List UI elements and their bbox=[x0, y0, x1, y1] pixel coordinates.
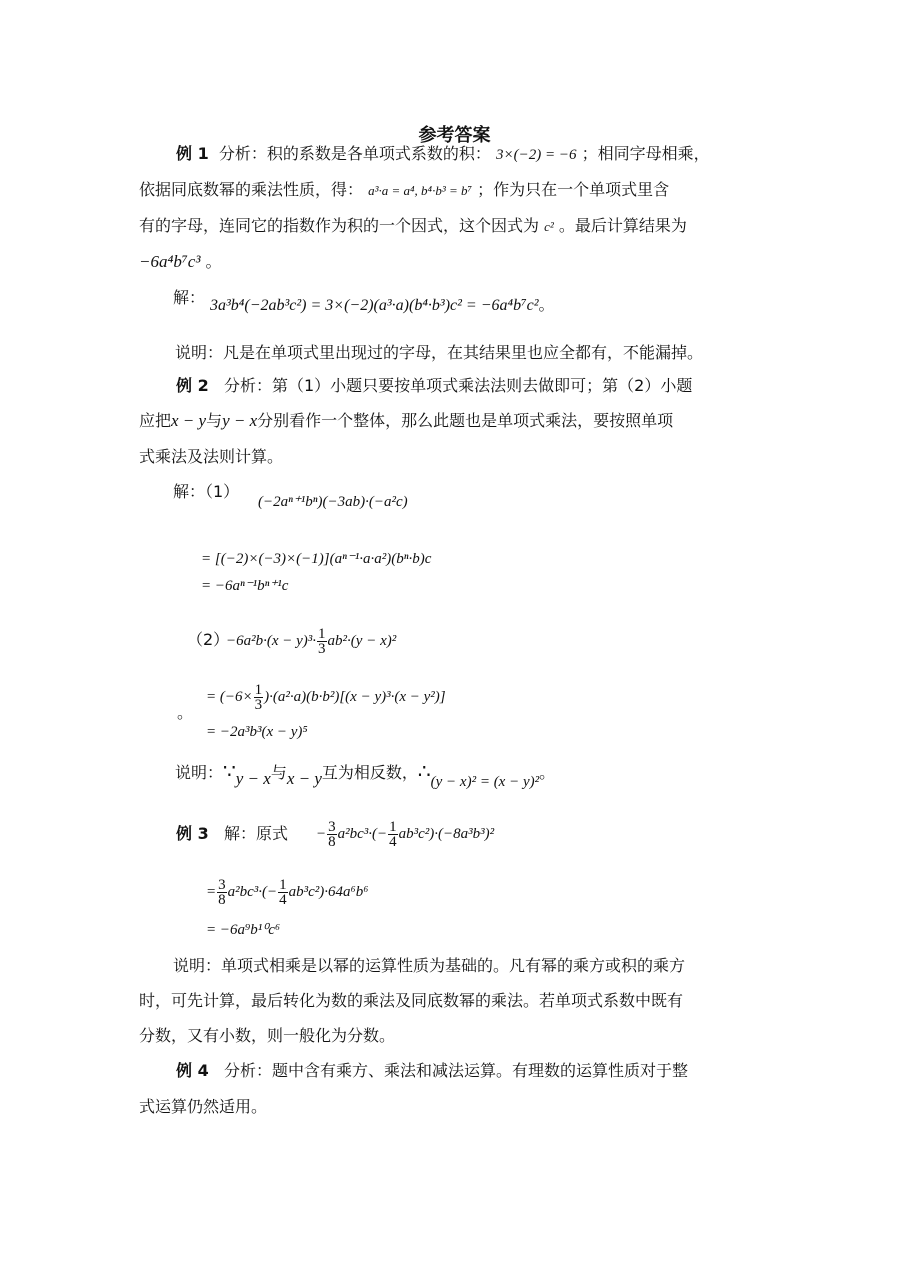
ex2-p1-formula: (−2aⁿ⁺¹bⁿ)(−3ab)·(−a²c) bbox=[258, 494, 408, 510]
ex3-frac1-den: 8 bbox=[328, 834, 336, 851]
ex2-dot-mark: 。 bbox=[177, 703, 194, 722]
ex3-s1-part-c: ab³c²)·64a⁶b⁶ bbox=[288, 884, 369, 900]
ex2-p2-step1-a: = (−6× bbox=[206, 689, 253, 705]
ex2-p2-formula bbox=[226, 624, 396, 658]
ex1-note: 说明：凡是在单项式里出现过的字母，在其结果里也应全都有，不能漏掉。 bbox=[175, 343, 704, 362]
ex2-p1-step1: = [(−2)×(−3)×(−1)](aⁿ⁻¹·a·a²)(bⁿ·b)c bbox=[201, 551, 432, 567]
ex1-line3-text: 有的字母，连同它的指数作为积的一个因式，这个因式为 bbox=[139, 216, 540, 235]
ex1-line3-suffix: 。最后计算结果为 bbox=[558, 216, 687, 235]
ex2-p2-part-a: −6a²b·(x − y)³· bbox=[226, 633, 317, 649]
ex3-s1-frac2 bbox=[278, 878, 288, 907]
ex3-note-line3: 分数，又有小数，则一般化为分数。 bbox=[139, 1026, 396, 1045]
ex3-header bbox=[176, 824, 288, 844]
ex2-line1-text: 分析：第（1）小题只要按单项式乘法法则去做即可；第（2）小题 bbox=[223, 376, 693, 395]
ex1-c2-formula: c² bbox=[544, 219, 554, 234]
ex3-s1-part-b: a²bc³·(− bbox=[227, 884, 278, 900]
ex1-solve-label: 解： bbox=[173, 288, 206, 307]
ex1-solution-formula bbox=[210, 296, 555, 316]
ex2-p2-frac-num: 1 bbox=[318, 626, 326, 643]
ex2-line1 bbox=[176, 376, 692, 396]
ex2-p2-part-b: ab²·(y − x)² bbox=[327, 633, 397, 649]
ex3-note-line1: 说明：单项式相乘是以幂的运算性质为基础的。凡有幂的乘方或积的乘方 bbox=[173, 956, 686, 975]
page-title: 参考答案 bbox=[418, 125, 491, 146]
ex2-line2-mid: 与 bbox=[206, 411, 223, 430]
ex2-note-yx: y − x bbox=[235, 769, 271, 788]
ex2-note-mid: 与 bbox=[270, 763, 287, 782]
ex1-analysis-text: 分析：积的系数是各单项式系数的积： bbox=[218, 144, 491, 163]
ex2-p1-step2: = −6aⁿ⁻¹bⁿ⁺¹c bbox=[201, 578, 289, 594]
ex1-powers-formula: a³·a = a⁴, b⁴·b³ = b⁷ bbox=[368, 183, 473, 198]
ex2-line2-prefix: 应把 bbox=[139, 411, 172, 430]
ex1-line1 bbox=[176, 144, 710, 165]
ex4-label: 例 4 bbox=[176, 1061, 209, 1080]
ex2-line3: 式乘法及法则计算。 bbox=[139, 447, 284, 466]
ex3-s1-frac2-num: 1 bbox=[279, 877, 287, 894]
ex1-coef-formula: 3×(−2) = −6 bbox=[496, 147, 577, 163]
ex2-p2-frac-den: 3 bbox=[318, 641, 326, 658]
ex1-label: 例 1 bbox=[176, 144, 209, 163]
because-symbol: ∵ bbox=[223, 759, 236, 783]
ex3-frac1-num: 3 bbox=[328, 819, 336, 836]
ex2-p2-step2: = −2a³b³(x − y)⁵ bbox=[206, 724, 308, 740]
ex3-part-b: a²bc³·(− bbox=[337, 826, 388, 842]
ex4-line1 bbox=[176, 1061, 688, 1081]
ex4-line2: 式运算仍然适用。 bbox=[139, 1097, 268, 1116]
ex2-p2-step1-b: )·(a²·a)(b·b²)[(x − y)³·(x − y²)] bbox=[264, 689, 446, 705]
ex1-solution-end: 。 bbox=[538, 297, 555, 314]
ex1-line3 bbox=[139, 216, 687, 237]
ex2-note-equation: (y − x)² = (x − y)² bbox=[430, 774, 540, 790]
ex2-p2-step1-fraction bbox=[254, 683, 264, 712]
ex2-label: 例 2 bbox=[176, 376, 209, 395]
ex1-line2-text: 依据同底数幂的乘法性质，得： bbox=[139, 180, 364, 199]
ex1-line4-suffix: 。 bbox=[205, 252, 222, 271]
ex3-s1-frac2-den: 4 bbox=[279, 892, 287, 909]
ex3-frac2-num: 1 bbox=[389, 819, 397, 836]
ex3-s1-eq: = bbox=[206, 884, 217, 900]
ex2-line2 bbox=[139, 411, 673, 431]
ex2-xy-formula: x − y bbox=[171, 411, 207, 430]
ex3-note-line2: 时，可先计算，最后转化为数的乘法及同底数幂的乘法。若单项式系数中既有 bbox=[139, 991, 684, 1010]
ex3-frac2-den: 4 bbox=[389, 834, 397, 851]
ex3-formula bbox=[316, 816, 494, 852]
ex3-s1-frac1-den: 8 bbox=[218, 892, 226, 909]
ex2-note bbox=[175, 761, 555, 792]
ex2-p2-step1-frac-den: 3 bbox=[254, 697, 263, 714]
ex3-s1-frac1-num: 3 bbox=[218, 877, 226, 894]
ex3-label: 例 3 bbox=[176, 824, 209, 843]
ex3-frac1 bbox=[327, 820, 337, 849]
ex3-step1 bbox=[206, 874, 368, 910]
ex3-s1-frac1 bbox=[217, 878, 227, 907]
ex2-note-prefix: 说明： bbox=[175, 763, 224, 782]
ex1-line4 bbox=[139, 252, 222, 272]
ex2-yx-formula: y − x bbox=[222, 411, 258, 430]
ex2-p2-step1-frac-num: 1 bbox=[254, 682, 263, 699]
ex2-note-end: 。 bbox=[539, 763, 556, 782]
ex2-p2-label: （2） bbox=[187, 630, 230, 649]
ex2-note-xy: x − y bbox=[286, 769, 322, 788]
ex2-line2-suffix: 分别看作一个整体，那么此题也是单项式乘法，要按照单项 bbox=[257, 411, 674, 430]
ex2-solve-label: 解：（1） bbox=[173, 482, 240, 501]
ex4-line1-text: 分析：题中含有乘方、乘法和减法运算。有理数的运算性质对于整 bbox=[223, 1061, 688, 1080]
ex1-line2-suffix: ；作为只在一个单项式里含 bbox=[477, 180, 670, 199]
ex3-part-c: ab³c²)·(−8a³b³)² bbox=[398, 826, 495, 842]
ex3-step2: = −6a⁹b¹⁰c⁶ bbox=[206, 922, 281, 938]
ex2-p2-fraction bbox=[317, 627, 327, 656]
ex2-note-mid2: 互为相反数， bbox=[321, 763, 418, 782]
therefore-symbol: ∴ bbox=[417, 759, 431, 783]
ex3-solve-label: 解：原式 bbox=[223, 824, 288, 843]
ex1-solution-text: 3a³b⁴(−2ab³c²) = 3×(−2)(a³·a)(b⁴·b³)c² = −6a⁴b⁷c² bbox=[210, 297, 539, 314]
ex1-line1-suffix: ；相同字母相乘， bbox=[581, 144, 710, 163]
ex1-result-formula: −6a⁴b⁷c³ bbox=[139, 252, 201, 271]
ex2-p2-step1 bbox=[206, 680, 446, 714]
ex1-line2 bbox=[139, 180, 669, 201]
ex3-frac2 bbox=[388, 820, 398, 849]
ex3-minus: − bbox=[316, 826, 327, 842]
